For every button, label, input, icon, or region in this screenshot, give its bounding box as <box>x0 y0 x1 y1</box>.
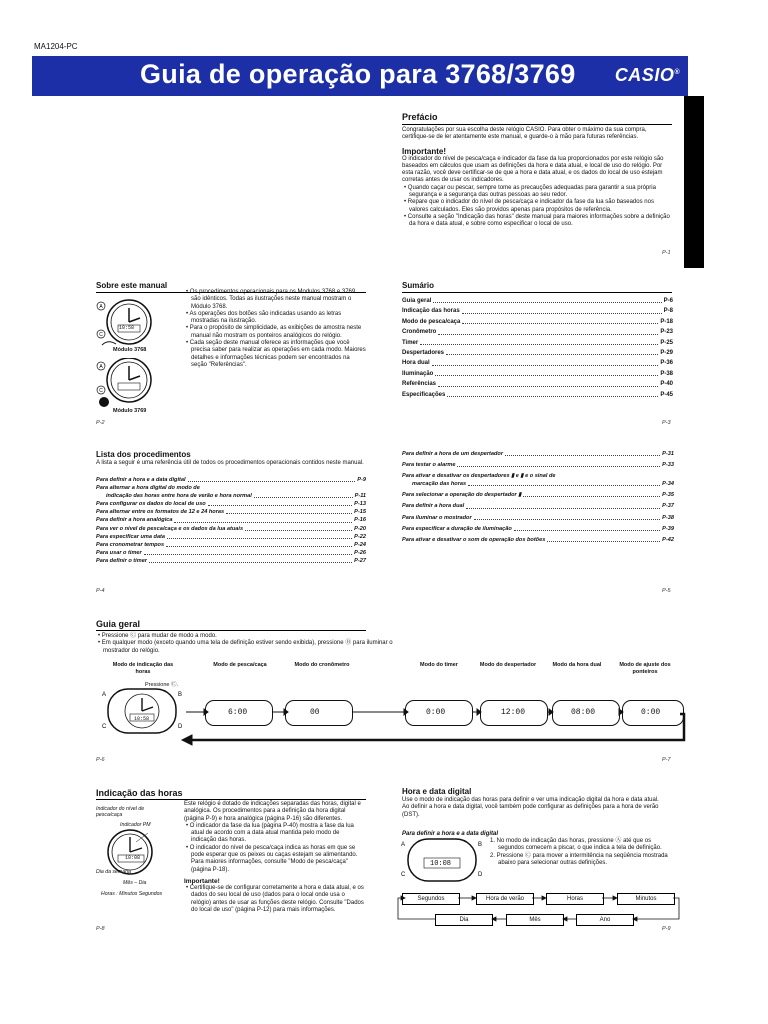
procedure-page: P-20 <box>354 525 366 532</box>
toc-page: P-25 <box>660 339 673 346</box>
toc-item-especificacoes[interactable] <box>402 390 673 400</box>
page-number: P-4 <box>96 588 105 594</box>
toc-label: Timer <box>402 339 419 346</box>
procedure-dots <box>167 533 352 539</box>
page-number: P-2 <box>96 420 105 426</box>
bullet-text: Em qualquer modo (exceto quando uma tela de definição estiver sendo exibida), pressione Ⓑ para iluminar o mostrador do relógio. <box>101 640 393 654</box>
list-item: • Certifique-se de configurar corretamente a hora e data atual, e os dados do seu local de uso (dados para o local onde usa o relógio) antes de usar as funções deste relógio. Consulte "Dados do local de uso" (página P-12) para mais informações. <box>186 884 364 913</box>
procedure-item[interactable] <box>402 525 674 533</box>
callout-pm-indicator: Indicador PM <box>120 822 151 828</box>
procedure-label: Para selecionar a operação do despertador ▮ <box>402 492 522 499</box>
press-c-label: Pressione Ⓒ. <box>145 682 179 688</box>
toc-dots <box>420 338 658 345</box>
mode-display-lcd: 10:58 <box>134 716 150 722</box>
toc-label: Referências <box>402 381 437 388</box>
prefacio-title: Prefácio <box>402 112 438 122</box>
page-number: P-6 <box>96 757 105 763</box>
svg-text:C: C <box>401 872 406 878</box>
title-banner <box>32 56 688 96</box>
toc-item-indicacao-horas[interactable] <box>402 306 673 316</box>
bullet-text: Quando caçar ou pescar, sempre tome as precauções adequadas para garantir a sua própria segurança e a segurança das outras pessoas ao seu redor. <box>407 184 656 199</box>
procedure-item[interactable] <box>402 536 674 544</box>
svg-text:C: C <box>99 388 103 394</box>
procedure-page: P-31 <box>662 451 674 457</box>
procedure-page: P-9 <box>357 477 366 483</box>
procedure-dots <box>466 502 660 508</box>
procedure-page: P-22 <box>354 533 366 540</box>
importante-title: Importante! <box>184 877 220 885</box>
procedure-page: P-33 <box>662 462 674 469</box>
procedure-item[interactable] <box>402 491 674 499</box>
procedure-label: Para iluminar o mostrador <box>402 514 472 521</box>
toc-item-timer[interactable] <box>402 338 673 348</box>
procedure-label: Para testar o alarme <box>402 462 456 469</box>
procedure-item[interactable] <box>402 502 674 510</box>
procedure-label: Para definir a hora dual <box>402 503 465 510</box>
seq-dst: Hora de verão <box>476 893 534 905</box>
bullet-text: Os procedimentos operacionais para os Modulos 3768 e 3769 são idênticos. Todas as ilustrações neste manual mostram o Módulo 3768. <box>189 289 356 310</box>
svg-text:B: B <box>178 692 183 698</box>
bullet-text: O indicador da fase da lua (página P-40) mostra a fase da lua atual de acordo com a data atual mantida pelo modo de indicação das horas. <box>189 822 354 844</box>
mode-label-dual-time: Modo da hora dual <box>552 662 602 668</box>
page-number: P-3 <box>662 420 671 426</box>
procedure-dots <box>505 450 660 456</box>
seq-seconds: Segundos <box>402 893 460 905</box>
procedure-page: P-39 <box>662 525 674 532</box>
procedure-dots <box>514 525 660 531</box>
toc-dots <box>462 317 658 324</box>
toc-label: Modo de pesca/caça <box>402 318 461 325</box>
toc-item-iluminacao[interactable] <box>402 369 673 379</box>
svg-text:D: D <box>478 872 483 878</box>
callout-day-of-week: Dia da semana <box>96 869 131 875</box>
procedimentos-title: Lista dos procedimentos <box>96 450 191 459</box>
indicacao-horas-text <box>184 801 366 914</box>
prefacio-text: Congratulações por sua escolha deste relógio CASIO. Para obter o máximo da sua compra, certifique-se de ler atentamente este manual, e guarde-o à mão para futuras referências. <box>402 127 647 141</box>
callout-month-day: Mês – Dia <box>123 880 147 886</box>
toc-label: Indicação das horas <box>402 308 460 315</box>
toc-item-despertadores[interactable] <box>402 348 673 358</box>
watch-3768-illustration <box>96 296 162 352</box>
procedure-page: P-15 <box>354 509 366 516</box>
toc-dots <box>446 348 658 355</box>
svg-text:C: C <box>102 724 107 730</box>
procedure-item[interactable] <box>402 514 674 522</box>
svg-text:B: B <box>478 842 483 848</box>
mode-display-lcd: 0:00 <box>641 708 661 717</box>
procedure-dots <box>208 500 352 506</box>
procedure-label: Para ver o nível de pesca/caça e os dados da lua atuais <box>96 525 244 532</box>
procedure-dots <box>474 514 661 520</box>
bullet-text: Pressione Ⓒ para mudar de modo a modo. <box>101 633 217 639</box>
procedure-dots <box>188 476 356 482</box>
procedure-page: P-42 <box>662 536 674 543</box>
seq-hours: Horas <box>546 893 604 905</box>
list-item: • Em qualquer modo (exceto quando uma tela de definição estiver sendo exibida), pressione Ⓑ para iluminar o mostrador do relógio. <box>98 640 393 654</box>
watch-lcd-text: 10:08 <box>125 855 141 861</box>
procedure-dots <box>547 536 660 542</box>
list-item: • Para o propósito de simplicidade, as exibições de amostra neste manual não mostram os ponteiros analógicos do relógio. <box>186 325 362 339</box>
procedure-page: P-26 <box>354 549 366 556</box>
procedure-dots <box>166 541 352 547</box>
procedure-item[interactable] <box>96 508 366 516</box>
divider <box>96 630 366 631</box>
mode-label-alarm: Modo do despertador <box>479 662 537 668</box>
bullet-text: Repare que o indicador do nível de pesca/caça e indicador da fase da lua são baseados nos valores calculados. Eles são providos apenas para propósitos de referência. <box>407 199 654 213</box>
seq-month: Mês <box>506 914 564 926</box>
procedure-label: Para definir a hora e a data digital <box>96 477 186 483</box>
watch-main-illustration <box>98 686 186 736</box>
procedure-item[interactable] <box>402 450 674 458</box>
toc-dots <box>438 379 658 386</box>
page-number: P-1 <box>662 250 671 256</box>
paragraph: Ao definir a hora e data digital, você também pode configurar as definições para a hora de verão (DST). <box>402 804 659 818</box>
procedure-list-continued <box>402 450 674 544</box>
list-item: • As operações dos botões são indicadas usando as letras mostradas na ilustração. <box>186 310 342 325</box>
procedure-label: Para ativar e desativar o som de operação dos botões <box>402 536 546 543</box>
step-item: 1. No modo de indicação das horas, pressione Ⓐ até que os segundos comecem a piscar, o que indica a tela de definição. <box>490 838 662 852</box>
divider <box>402 292 672 293</box>
procedure-item[interactable] <box>96 533 366 541</box>
toc-label: Especificações <box>402 391 446 398</box>
mode-display-lcd: 0:00 <box>426 708 446 717</box>
svg-text:A: A <box>102 692 107 698</box>
procedure-item[interactable] <box>96 492 366 500</box>
procedure-dots <box>144 549 352 555</box>
procedure-label: marcação das horas <box>412 481 467 488</box>
procedure-dots <box>245 525 352 531</box>
toc-item-cronometro[interactable] <box>402 327 673 337</box>
watch-lcd-text: 10:08 <box>430 860 452 868</box>
procedure-label: Para definir a hora analógica <box>96 517 173 524</box>
list-item: • Cada seção deste manual oferece as informações que você precisa saber para realizar as operações em cada modo. Maiores detalhes e informações técnicas podem ser encontrados na seção "Referências". <box>186 340 366 368</box>
procedure-label: indicação das horas entre hora de verão e hora normal <box>106 493 252 500</box>
mode-flow-arrows <box>180 700 688 750</box>
toc-label: Guia geral <box>402 298 432 304</box>
list-item: • O indicador da fase da lua (página P-40) mostra a fase da lua atual de acordo com a data atual mantida pelo modo de indicação das horas. <box>186 822 354 844</box>
toc-dots <box>432 358 659 365</box>
procedure-list <box>96 476 366 565</box>
paragraph: Este relógio é dotado de indicações separadas das horas, digital e analógica. Os procedimentos para a definição da hora digital (página P-9) e hora analógica (página P-16) são diferentes. <box>184 801 361 822</box>
watch-3769-illustration <box>96 358 162 414</box>
svg-text:A: A <box>401 842 406 848</box>
svg-text:A: A <box>99 304 103 310</box>
toc-page: P-18 <box>660 318 673 325</box>
procedure-label: Para configurar os dados do local de uso <box>96 501 206 508</box>
bullet-text: As operações dos botões são indicadas usando as letras mostradas na ilustração. <box>189 310 342 325</box>
procedure-page: P-27 <box>354 557 366 564</box>
mode-label-timekeeping: Modo de indicação das horas <box>112 662 174 675</box>
mode-display-lcd: 12:00 <box>501 708 526 717</box>
sumario-title: Sumário <box>402 281 435 290</box>
page-title: Guia de operação para 3768/3769 <box>140 59 576 89</box>
procedure-title: Para definir a hora e a data digital <box>402 831 499 837</box>
black-sidebar-tab <box>684 96 704 268</box>
toc-page: P-45 <box>660 391 673 398</box>
sequence-arrows <box>396 886 688 932</box>
procedure-item[interactable] <box>96 549 366 557</box>
callout-time: Horas : Minutos Segundos <box>101 891 163 897</box>
toc-dots <box>462 306 662 313</box>
procedure-page: P-37 <box>662 503 674 510</box>
procedure-label: Para alternar a hora digital do modo de <box>96 485 200 492</box>
mode-label-fishing: Modo de pesca/caça <box>213 662 267 668</box>
toc-dots <box>438 327 658 334</box>
procedure-item[interactable] <box>96 557 366 565</box>
hora-data-text <box>402 797 674 819</box>
brand-mark: ® <box>674 69 680 76</box>
toc-dots <box>435 369 658 376</box>
section-prefacio <box>402 112 674 229</box>
procedure-label: Para ativar e desativar os despertadores ▮ e ▮ e o sinal de <box>402 473 556 480</box>
page-number: P-8 <box>96 926 105 932</box>
mode-label-timer: Modo do timer <box>420 662 458 668</box>
procedure-dots <box>523 491 660 497</box>
sobre-manual-bullets <box>184 289 366 369</box>
paragraph: Use o modo de indicação das horas para definir e ver uma indicação digital da hora e data atual. <box>402 797 659 803</box>
mode-label-stopwatch: Modo do cronômetro <box>294 662 350 668</box>
procedure-item[interactable] <box>402 472 674 480</box>
toc-item-hora-dual[interactable] <box>402 358 673 368</box>
toc-item-guia-geral[interactable] <box>402 296 673 306</box>
procedure-page: P-13 <box>354 501 366 508</box>
toc-label: Despertadores <box>402 350 445 357</box>
watch-lcd-text: 10:58 <box>119 325 135 331</box>
mode-label-hand-setting: Modo de ajuste dos ponteiros <box>619 662 671 675</box>
divider <box>96 799 366 800</box>
list-item: • Quando caçar ou pescar, sempre tome as precauções adequadas para garantir a sua própria segurança e a segurança das outras pessoas ao seu redor. <box>404 184 656 199</box>
procedure-page: P-38 <box>662 514 674 521</box>
guia-geral-bullets <box>96 633 396 655</box>
module-label: Módulo 3768 <box>113 347 147 353</box>
bullet-text: Consulte a seção "Indicação das horas" deste manual para maiores informações sobre a definição da hora e data atual, e sobre como especificar o local de uso. <box>407 213 670 228</box>
importante-title: Importante! <box>402 146 446 156</box>
toc-page: P-23 <box>660 329 673 336</box>
indicacao-horas-title: Indicação das horas <box>96 788 183 798</box>
guia-geral-title: Guia geral <box>96 619 141 629</box>
svg-text:A: A <box>99 364 103 370</box>
casio-logo <box>615 65 680 86</box>
procedure-page: P-35 <box>662 492 674 499</box>
step-item: 2. Pressione Ⓒ para mover a intermitência na seqüência mostrada abaixo para selecionar outras definições. <box>490 852 668 866</box>
importante-text: O indicador do nível de pesca/caça e indicador da fase da lua proporcionados por este relógio são baseados em cálculos que usam as definições da hora e data atual, e local de uso do relógio. Por esta razão, você deve certificar-se de que a hora e data atual, e os dados do local de uso estejam corretas antes de usar os indicadores. <box>402 155 664 184</box>
procedure-item[interactable] <box>96 484 366 492</box>
mode-display-lcd: 6:00 <box>228 708 248 717</box>
toc-page: P-6 <box>663 298 673 304</box>
procedure-label: Para definir o timer <box>96 557 147 564</box>
mode-display-lcd: 08:00 <box>571 708 596 717</box>
bullet-text: Cada seção deste manual oferece as informações que você precisa saber para realizar as operações em cada modo. Maiores detalhes e informações técnicas podem ser encontrados na seção "Referências". <box>189 340 366 368</box>
list-item: • Repare que o indicador do nível de pesca/caça e indicador da fase da lua são baseados nos valores calculados. Eles são providos apenas para propósitos de referência. <box>404 199 654 213</box>
list-item: • Os procedimentos operacionais para os Modulos 3768 e 3769 são idênticos. Todas as ilustrações neste manual mostram o Módulo 3768. <box>186 289 356 310</box>
procedure-label: Para usar o timer <box>96 549 142 556</box>
procedure-label: Para especificar a duração de iluminação <box>402 525 512 532</box>
procedure-page: P-34 <box>662 481 674 488</box>
page-number: P-7 <box>662 757 671 763</box>
list-item: • Consulte a seção "Indicação das horas" deste manual para maiores informações sobre a definição da hora e data atual, e sobre como especificar o local de uso. <box>404 213 670 228</box>
bullet-text: O indicador do nível de pesca/caça indica as horas em que se pode esperar que os peixes ou caças estejam se alimentando. Para maiores informações, consulte "Modo de pesca/caça" (página P-18). <box>189 844 358 873</box>
procedure-dots <box>226 508 352 514</box>
procedure-item[interactable] <box>96 525 366 533</box>
svg-text:D: D <box>178 724 183 730</box>
procedimentos-intro: A lista a seguir é uma referência útil de todos os procedimentos operacionais contidos neste manual. <box>96 460 364 466</box>
toc-item-referencias[interactable] <box>402 379 673 389</box>
bullet-text: Certifique-se de configurar corretamente a hora e data atual, e os dados do seu local de uso (dados para o local onde usa o relógio) antes de usar as funções deste relógio. Consulte "Dados do local de uso" (página P-12) para mais informações. <box>189 884 364 913</box>
seq-minutes: Minutos <box>617 893 675 905</box>
procedure-steps <box>490 838 674 867</box>
procedure-dots <box>149 557 352 563</box>
procedure-label: Para definir a hora de um despertador <box>402 451 504 457</box>
bullet-text: Para o propósito de simplicidade, as exibições de amostra neste manual não mostram os ponteiros analógicos do relógio. <box>189 325 362 339</box>
procedure-label: Para cronometrar tempos <box>96 541 165 548</box>
procedure-item[interactable] <box>96 541 366 549</box>
toc-list <box>402 296 673 400</box>
toc-page: P-40 <box>660 381 673 388</box>
procedure-dots <box>174 516 352 522</box>
procedure-dots <box>468 480 660 486</box>
list-item: • Pressione Ⓒ para mudar de modo a modo. <box>98 633 217 639</box>
procedure-item[interactable] <box>96 516 366 524</box>
procedure-item[interactable] <box>402 480 674 488</box>
procedure-item[interactable] <box>96 476 366 484</box>
procedure-label: Para especificar uma data <box>96 533 166 540</box>
page-number: P-5 <box>662 588 671 594</box>
document-code: MA1204-PC <box>34 42 78 51</box>
toc-page: P-29 <box>660 350 673 357</box>
toc-item-pesca-caca[interactable] <box>402 317 673 327</box>
procedure-page: P-24 <box>354 541 366 548</box>
module-label: Módulo 3769 <box>113 408 147 414</box>
procedure-page: P-16 <box>354 517 366 524</box>
seq-year: Ano <box>576 914 634 926</box>
procedure-page: P-11 <box>354 493 366 500</box>
procedure-dots <box>254 492 353 498</box>
svg-text:C: C <box>99 332 103 338</box>
page-number: P-9 <box>662 926 671 932</box>
procedure-label: Para alternar entre os formatos de 12 e 24 horas <box>96 509 225 516</box>
mode-display-lcd: 00 <box>310 708 320 717</box>
procedure-dots <box>457 461 660 467</box>
hora-data-title: Hora e data digital <box>402 787 472 796</box>
sobre-manual-title: Sobre este manual <box>96 281 168 290</box>
procedure-item[interactable] <box>96 500 366 508</box>
list-item: • O indicador do nível de pesca/caça indica as horas em que se pode esperar que os peixes ou caças estejam se alimentando. Para maiores informações, consulte "Modo de pesca/caça" (página P-18). <box>186 844 358 873</box>
brand-name: CASIO <box>614 65 675 85</box>
toc-page: P-36 <box>660 360 673 367</box>
toc-label: Cronômetro <box>402 329 437 336</box>
toc-page: P-38 <box>660 370 673 377</box>
divider <box>402 124 672 125</box>
procedure-item[interactable] <box>402 461 674 469</box>
toc-dots <box>447 390 658 397</box>
seq-day: Dia <box>435 914 493 926</box>
toc-label: Hora dual <box>402 360 430 367</box>
toc-page: P-8 <box>663 308 673 315</box>
toc-label: Iluminação <box>402 370 434 377</box>
callout-fishing-level: Indicador do nível de pesca/caça <box>96 806 145 818</box>
toc-dots <box>433 296 661 303</box>
